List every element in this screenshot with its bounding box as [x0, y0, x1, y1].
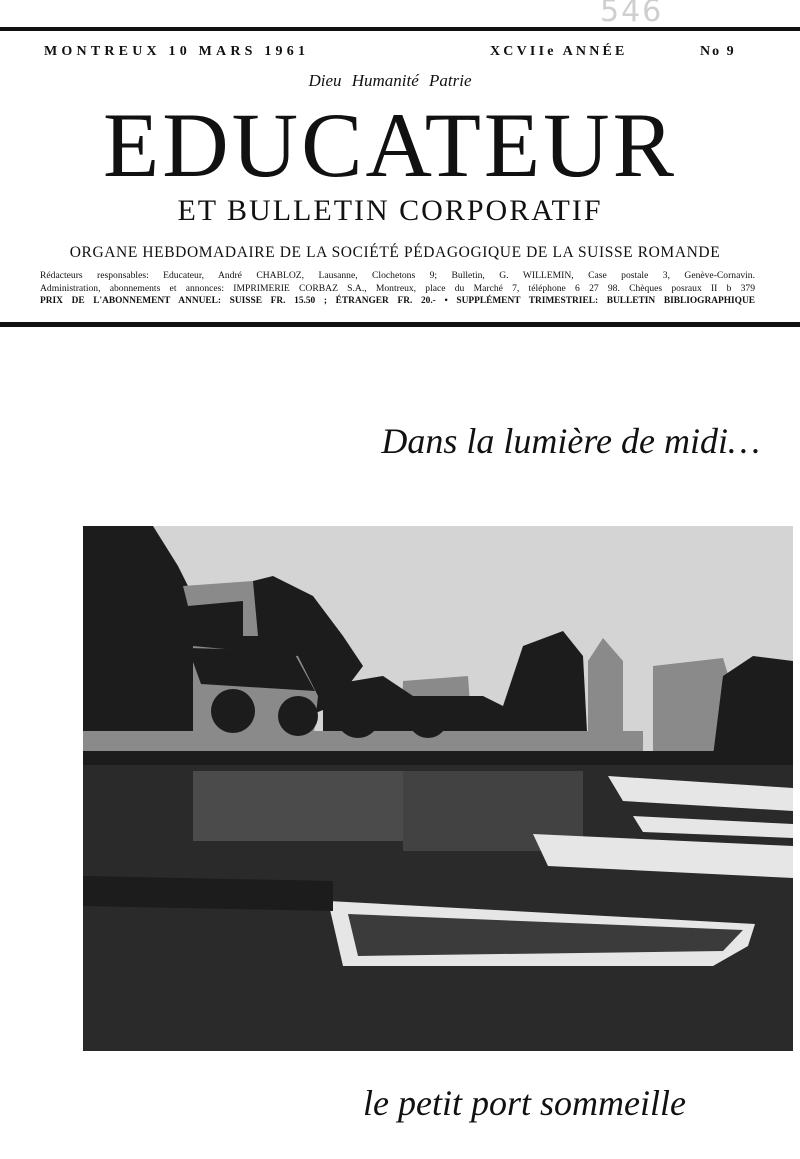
date-line: MONTREUX 10 MARS 1961 — [44, 44, 310, 59]
top-rule — [0, 27, 800, 31]
editors-line: Rédacteurs responsables: Educateur, André CHABLOZ, Lausanne, Clochetons 9; Bulletin, G. WILLEMIN, Case postale 3, Genève-Cornavin. — [40, 270, 755, 281]
harbour-photo — [83, 526, 793, 1051]
caption-bottom: le petit port sommeille — [363, 1083, 686, 1123]
photo-quay — [83, 751, 793, 765]
issue-number: No 9 — [700, 44, 736, 59]
subtitle: ET BULLETIN CORPORATIF — [177, 194, 603, 227]
subscription-price-line: PRIX DE L'ABONNEMENT ANNUEL: SUISSE FR. 15.50 ; ÉTRANGER FR. 20.- • SUPPLÉMENT TRIMESTRIEL: BULLETIN BIBLIOGRAPHIQUE — [40, 296, 755, 306]
administration-line: Administration, abonnements et annonces: IMPRIMERIE CORBAZ S.A., Montreux, place du Marché 7, téléphone 6 27 98. Chèques posraux II b 379 — [40, 283, 755, 294]
caption-top: Dans la lumière de midi… — [381, 421, 760, 461]
photo-reflection — [193, 771, 403, 841]
motto: Dieu Humanité Patrie — [308, 71, 472, 90]
page-title: EDUCATEUR — [103, 94, 677, 196]
year-line: XCVIIe ANNÉE — [490, 44, 628, 59]
photo-quay-tree — [278, 696, 318, 736]
organ-line: ORGANE HEBDOMADAIRE DE LA SOCIÉTÉ PÉDAGOGIQUE DE LA SUISSE ROMANDE — [69, 244, 721, 261]
photo-quay-tree — [211, 689, 255, 733]
handwritten-note: 546 — [600, 0, 664, 29]
masthead-rule — [0, 322, 800, 327]
photo-jetty — [83, 876, 333, 911]
photo-quay-tree — [408, 698, 448, 738]
photo-quay-tree — [336, 694, 380, 738]
